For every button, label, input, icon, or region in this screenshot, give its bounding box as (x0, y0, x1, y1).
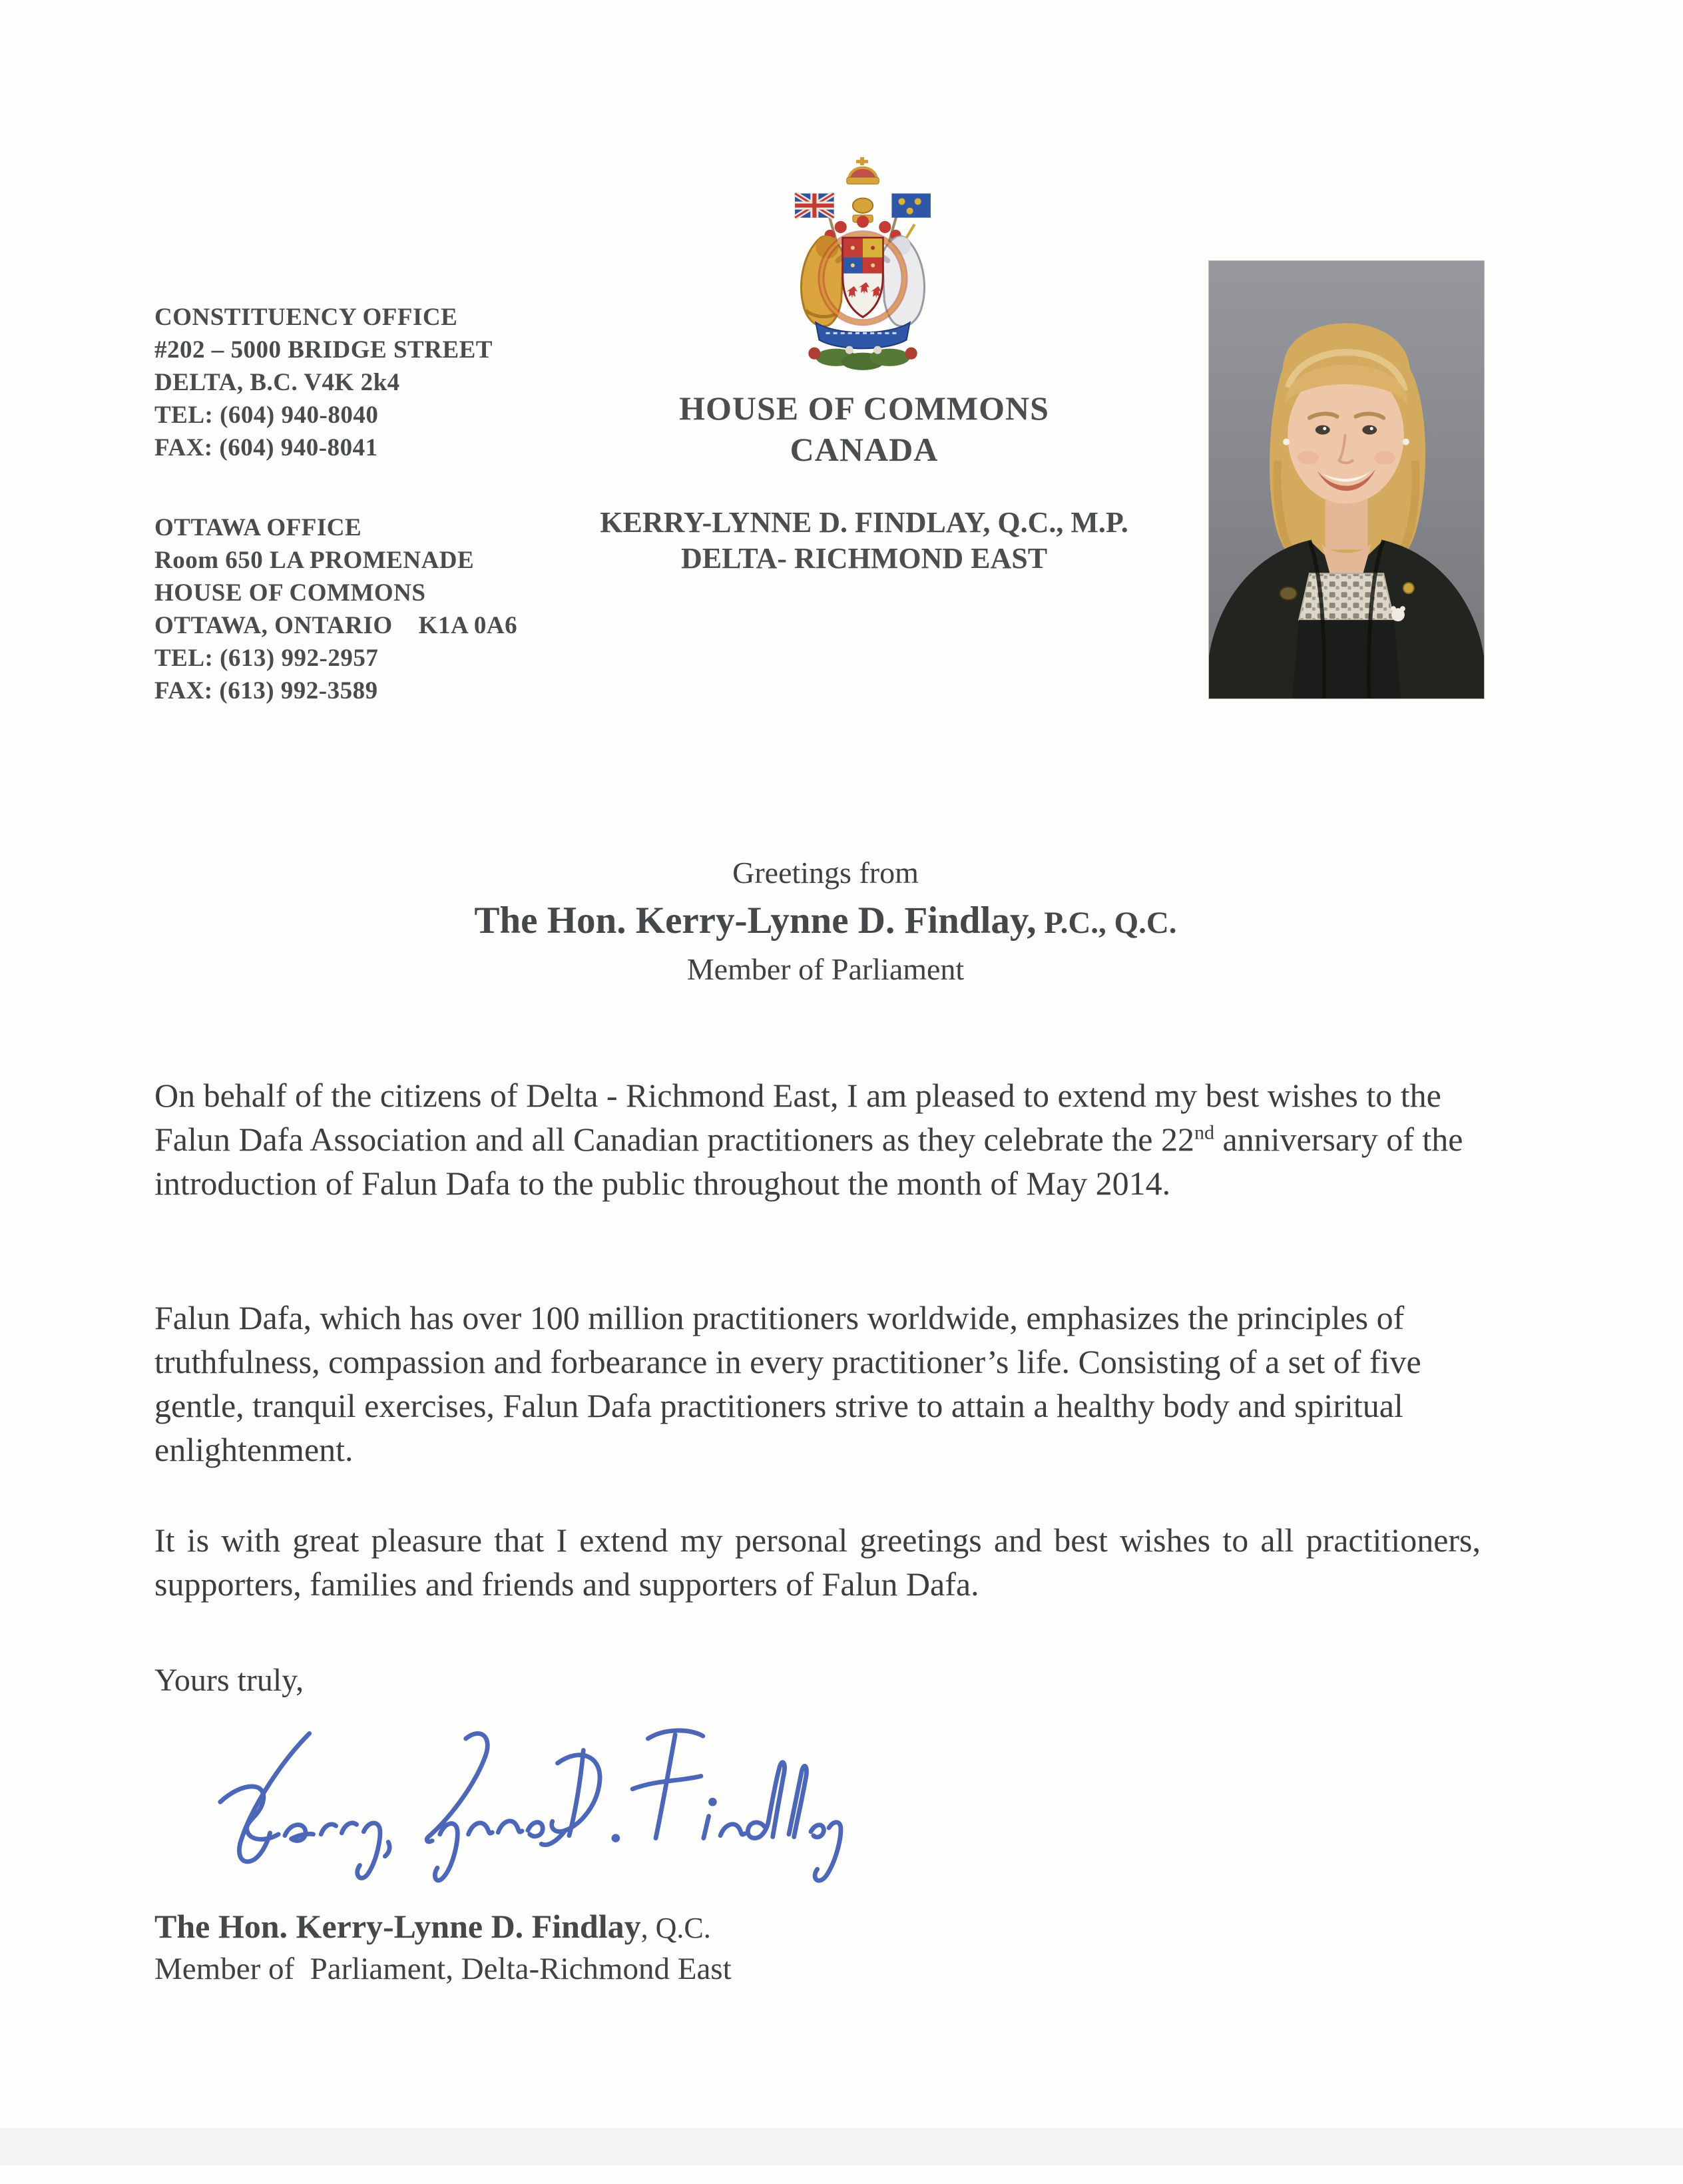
constituency-office-title: CONSTITUENCY OFFICE (154, 304, 458, 331)
greeting-title: Member of Parliament (686, 952, 965, 986)
closing-title: Member of Parliament, Delta-Richmond East (154, 1952, 732, 1986)
closing-name (154, 1906, 1086, 1949)
closing-name-suffix: , Q.C. (640, 1912, 711, 1944)
body-paragraph-3: It is with great pleasure that I extend my personal greetings and best wishes to all practitioners, supporters, families and friends and supporters of Falun Dafa. (154, 1521, 1481, 1603)
institution-name: HOUSE OF COMMONS (679, 390, 1049, 427)
greeting-name (160, 897, 1491, 947)
body-paragraph-2: Falun Dafa, which has over 100 million practitioners worldwide, emphasizes the principles of truthfulness, compassion and forbearance in every practitioner’s life. Consisting of a set of five gentle, tranquil exercises, Falun Dafa practitioners strive to attain a healthy body and spiritual enlightenment. (154, 1299, 1421, 1468)
greeting-name-suffix: P.C., Q.C. (1036, 906, 1177, 940)
ottawa-office-title: OTTAWA OFFICE (154, 514, 362, 541)
ottawa-office-line: OTTAWA, ONTARIO K1A 0A6 (154, 612, 518, 639)
greeting-heading (160, 854, 1491, 988)
p1-text-after: anniversary of the introduction of Falun Dafa to the public throughout the month of May 2014. (154, 1121, 1463, 1202)
signature-ink (194, 1710, 853, 1904)
canada-coat-of-arms-icon (778, 152, 948, 377)
constituency-office-line: DELTA, B.C. V4K 2k4 (154, 369, 400, 396)
constituency-office-block (154, 301, 634, 464)
member-riding-line: DELTA- RICHMOND EAST (680, 542, 1048, 575)
constituency-office-line: TEL: (604) 940-8040 (154, 402, 379, 429)
valediction: Yours truly, (154, 1663, 304, 1698)
ottawa-office-line: HOUSE OF COMMONS (154, 579, 426, 607)
greeting-name-main: The Hon. Kerry-Lynne D. Findlay, (474, 900, 1037, 942)
constituency-office-line: #202 – 5000 BRIDGE STREET (154, 336, 493, 364)
p1-text-before: On behalf of the citizens of Delta - Richmond East, I am pleased to extend my best wishes to the Falun Dafa Association and all Canadian practitioners as they celebrate the 22 (154, 1077, 1441, 1158)
closing-block (154, 1906, 1086, 1989)
ottawa-office-block (154, 511, 634, 707)
p1-ordinal-superscript: nd (1194, 1121, 1214, 1144)
institution-country: CANADA (790, 431, 939, 468)
ottawa-office-line: FAX: (613) 992-3589 (154, 677, 378, 704)
institution-heading (598, 388, 1130, 470)
closing-name-bold: The Hon. Kerry-Lynne D. Findlay (154, 1908, 641, 1945)
mp-portrait-photo (1208, 260, 1485, 699)
ottawa-office-line: Room 650 LA PROMENADE (154, 547, 475, 574)
member-heading (565, 505, 1164, 577)
scan-artifact-band (0, 2128, 1683, 2165)
constituency-office-line: FAX: (604) 940-8041 (154, 434, 378, 461)
ottawa-office-line: TEL: (613) 992-2957 (154, 645, 379, 672)
body-paragraph-1 (154, 1073, 1481, 1205)
member-name-line: KERRY-LYNNE D. FINDLAY, Q.C., M.P. (600, 506, 1128, 539)
greeting-line: Greetings from (732, 856, 919, 890)
